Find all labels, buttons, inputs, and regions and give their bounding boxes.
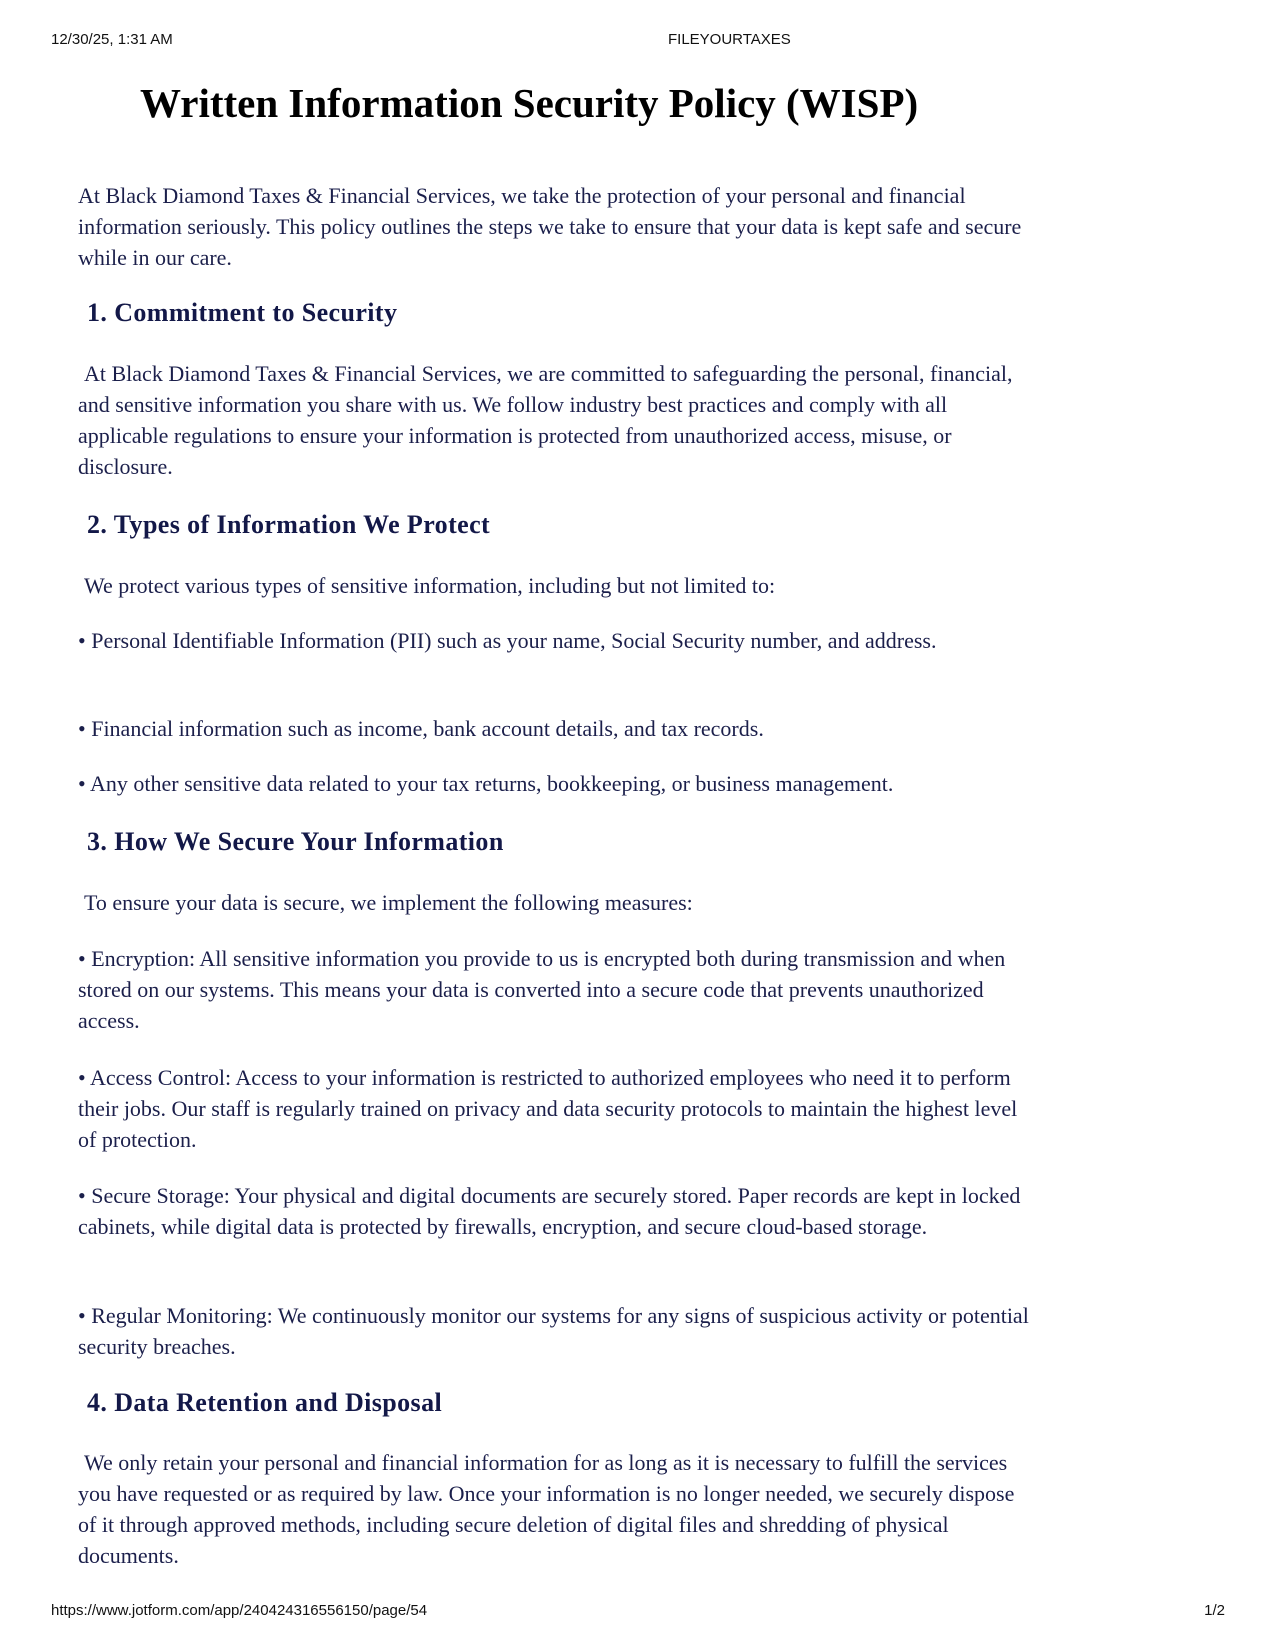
page-indicator: 1/2 [1204,1602,1225,1619]
bullet-item: • Any other sensitive data related to your tax returns, bookkeeping, or business management. [78,771,894,796]
bullet-item-access-control: • Access Control: Access to your information is restricted to authorized employees who need it to perform their jobs. Our staff is regularly trained on privacy and data security protocols to maintain the highest level of protection. [78,1065,1018,1152]
print-url: https://www.jotform.com/app/240424316556150/page/54 [51,1602,428,1619]
bullet-item-secure-storage: • Secure Storage: Your physical and digital documents are securely stored. Paper records are kept in locked cabinets, while digital data is protected by firewalls, encryption, and secure cloud-based storage. [78,1183,1021,1239]
section-heading-data-retention: 4. Data Retention and Disposal [87,1388,443,1417]
document-title: Written Information Security Policy (WISP) [140,80,919,126]
intro-paragraph: At Black Diamond Taxes & Financial Services, we take the protection of your personal and financial information seriously. This policy outlines the steps we take to ensure that your data is kept safe and secure while in our care. [78,183,1022,270]
print-header [0,31,1275,51]
bullet-item-regular-monitoring: • Regular Monitoring: We continuously monitor our systems for any signs of suspicious activity or potential security breaches. [78,1303,1029,1359]
bullet-item: • Personal Identifiable Information (PII) such as your name, Social Security number, and address. [78,628,937,653]
print-site-title: FILEYOURTAXES [668,31,791,48]
section-heading-types-of-information: 2. Types of Information We Protect [87,510,491,539]
print-footer [0,1602,1275,1622]
section-heading-how-we-secure: 3. How We Secure Your Information [87,827,504,856]
bullet-item: • Financial information such as income, bank account details, and tax records. [78,716,764,741]
section-heading-commitment: 1. Commitment to Security [87,298,398,327]
section-paragraph: To ensure your data is secure, we implement the following measures: [84,890,693,915]
bullet-item-encryption: • Encryption: All sensitive information you provide to us is encrypted both during transmission and when stored on our systems. This means your data is converted into a secure code that prevents unauthorized access. [78,946,1006,1033]
section-paragraph: We protect various types of sensitive information, including but not limited to: [84,573,776,598]
section-paragraph: We only retain your personal and financial information for as long as it is necessary to fulfill the services you have requested or as required by law. Once your information is no longer needed, we securely dispose of it through approved methods, including secure deletion of digital files and shredding of physical documents. [78,1450,1015,1568]
section-paragraph: At Black Diamond Taxes & Financial Services, we are committed to safeguarding the personal, financial, and sensitive information you share with us. We follow industry best practices and comply with all applicable regulations to ensure your information is protected from unauthorized access, misuse, or disclosure. [78,361,1013,479]
print-datetime: 12/30/25, 1:31 AM [51,31,173,48]
